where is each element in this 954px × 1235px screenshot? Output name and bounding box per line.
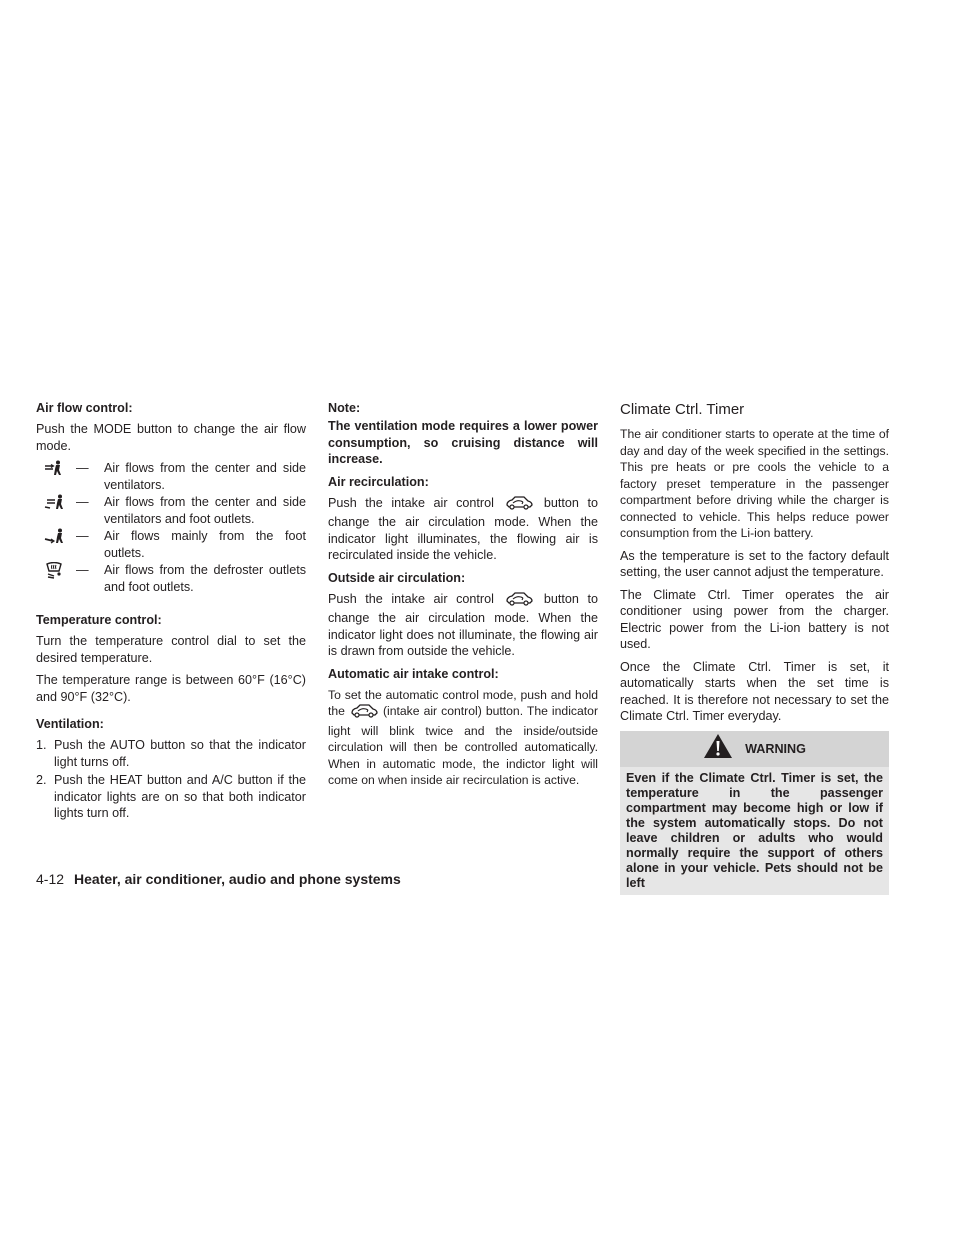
outside-text: Push the intake air control button to change the air circulation mode. When the indicator light does not illuminate, the flowing air is drawn from outside the vehicle. [328,591,598,658]
list-item: 2. Push the HEAT button and A/C button if the indicator lights are on so that both indicator lights turn off. [36,773,306,820]
right-column [620,400,889,895]
defrost-foot-icon [36,562,76,579]
intake-air-control-icon [349,704,379,723]
mode-defrost-foot: — Air flows from the defroster outlets and foot outlets. [36,562,306,595]
recirc-heading: Air recirculation: [328,474,429,489]
recirc-text: Push the intake air control button to change the air circulation mode. When the indicator light illuminates, the flowing air is recirculated inside the vehicle. [328,495,598,562]
foot-icon [36,528,76,545]
temperature-p1: Turn the temperature control dial to set the desired temperature. [36,634,306,665]
page-number: 4-12 [36,871,65,887]
airflow-intro: Push the MODE button to change the air flow mode. [36,422,306,453]
vent-face-icon [36,460,76,477]
warning-text: Even if the Climate Ctrl. Timer is set, the temperature in the passenger compartment may become high or low if the system automatically stops. Do not leave children or adults who would normally require the support of others alone in your vehicle. Pets should not be left [620,767,889,895]
timer-p3: The Climate Ctrl. Timer operates the air conditioner using power from the charger. Electric power from the Li-ion battery is not used. [620,587,889,651]
ventilation-steps [36,737,306,822]
intake-air-control-icon [504,496,534,515]
note-text: The ventilation mode requires a lower power consumption, so cruising distance will increase. [328,419,598,466]
timer-p4: Once the Climate Ctrl. Timer is set, it automatically starts when the set time is reached. It is therefore not necessary to set the Climate Ctrl. Timer everyday. [620,659,889,723]
outside-heading: Outside air circulation: [328,570,466,585]
timer-p1: The air conditioner starts to operate at the time of day and day of the week specified in the settings. This pre heats or pre cools the vehicle to a factory preset temperature in the passenger compartment before driving while the charger is connected to vehicle. This helps reduce power consumption from the Li-ion battery. [620,427,889,540]
page-footer [36,870,401,888]
auto-heading: Automatic air intake control: [328,666,499,681]
warning-header [620,731,889,767]
temperature-heading: Temperature control: [36,613,162,627]
left-column [36,400,306,824]
warning-label: WARNING [745,741,806,756]
section-title: Climate Ctrl. Timer [620,401,745,418]
auto-text: To set the automatic control mode, push and hold the (intake air control) button. The indicator light will blink twice and the inside/outside circulation will then be controlled automatically. When in automatic mode, the indictor light will come on when inside air recirculation is active. [328,687,598,787]
chapter-title: Heater, air conditioner, audio and phone systems [74,871,401,887]
ventilation-heading: Ventilation: [36,717,104,731]
list-item: 1. Push the AUTO button so that the indicator light turns off. [36,738,306,769]
intake-air-control-icon [504,592,534,611]
bilevel-icon [36,494,76,511]
mode-vent: — Air flows from the center and side ventilators. [36,460,306,493]
warning-icon [703,733,733,764]
mode-foot: — Air flows mainly from the foot outlets. [36,528,306,561]
timer-p2: As the temperature is set to the factory default setting, the user cannot adjust the temperature. [620,548,889,579]
temperature-p2: The temperature range is between 60°F (16°C) and 90°F (32°C). [36,673,306,704]
middle-column [328,400,598,795]
airflow-heading: Air flow control: [36,401,133,415]
mode-bilevel: — Air flows from the center and side ventilators and foot outlets. [36,494,306,527]
note-heading: Note: [328,401,361,415]
warning-box [620,731,889,895]
